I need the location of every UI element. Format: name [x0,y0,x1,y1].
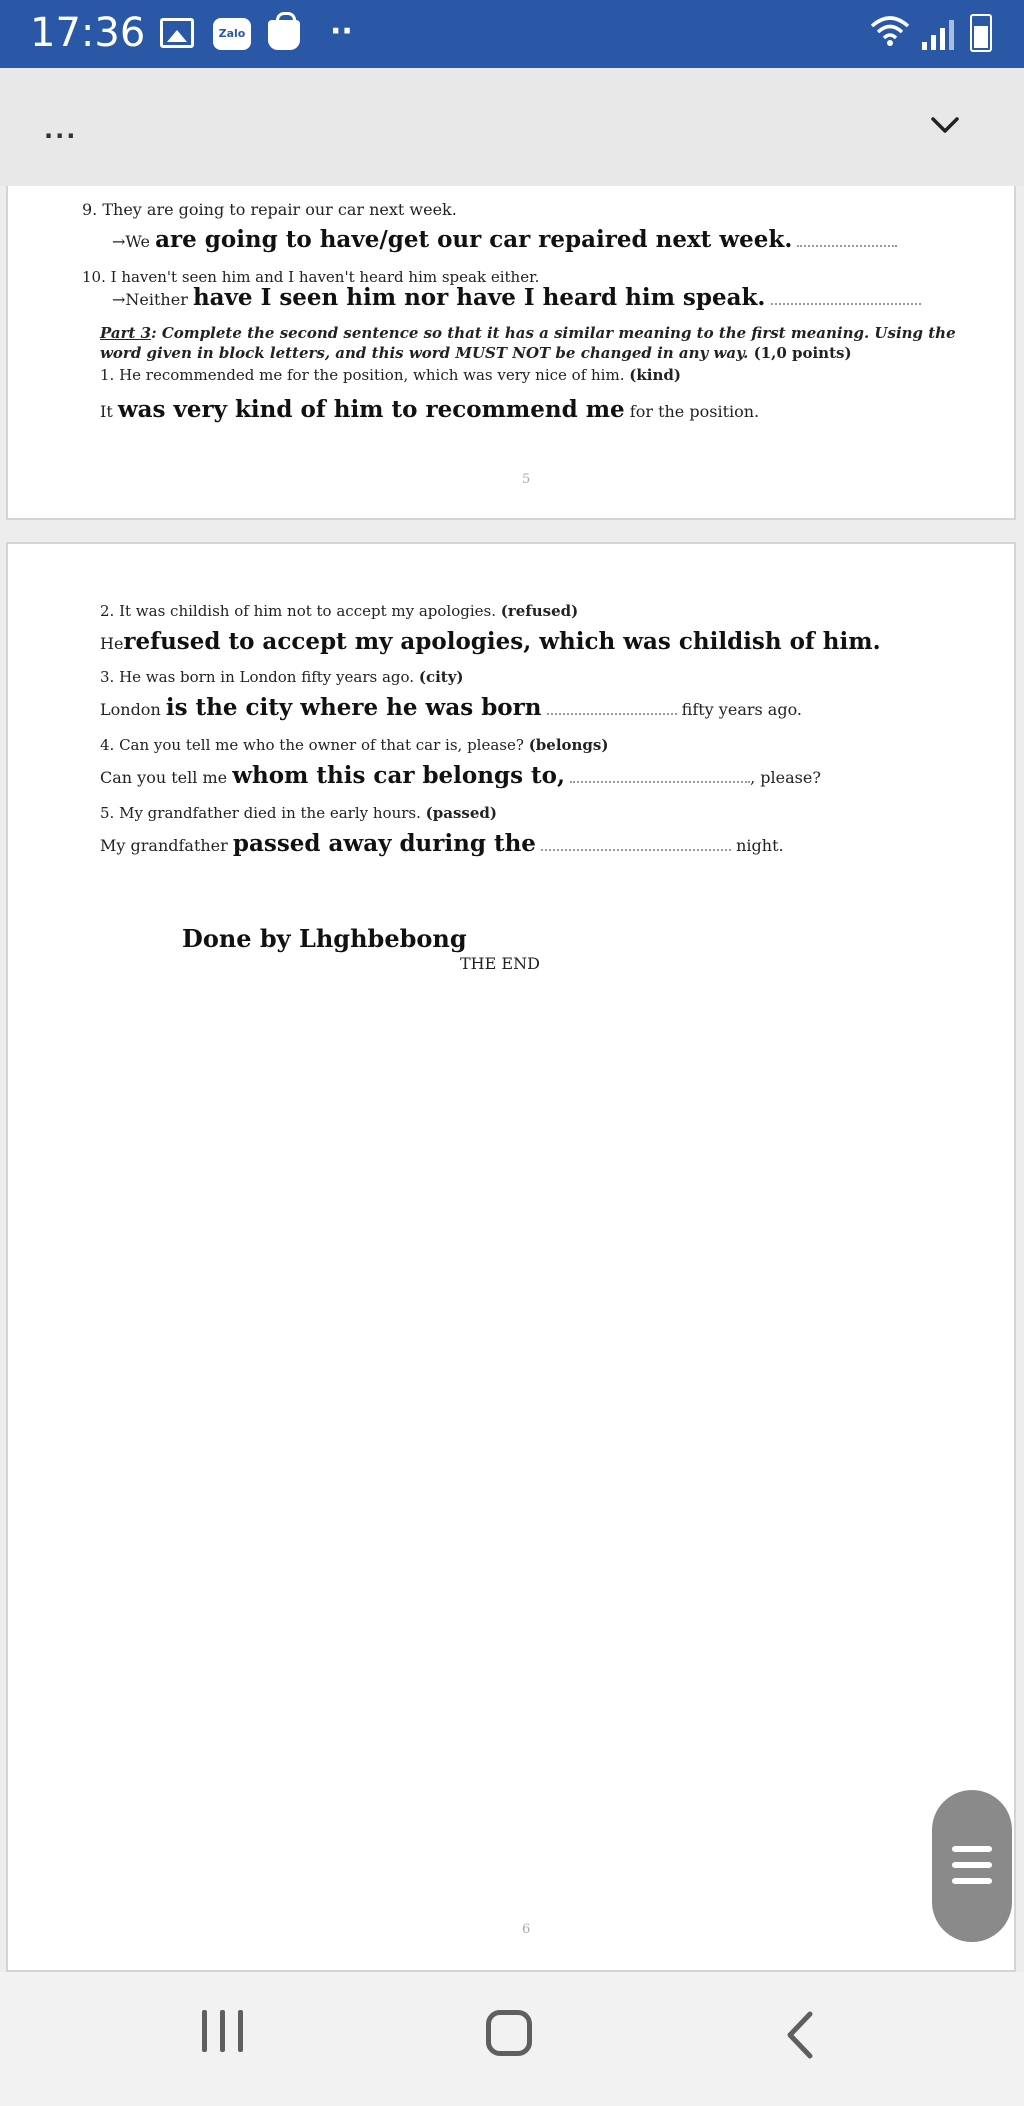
answer-9-line [112,226,897,253]
answer-5-suffix: night. [736,836,784,855]
question-1-word: (kind) [629,366,681,384]
part3-instructions-line-1 [100,324,956,342]
answer-5-line [100,830,784,857]
question-1 [100,366,681,384]
answer-4-suffix: , please? [750,768,821,787]
question-10: 10. I haven't seen him and I haven't heard him speak either. [82,268,540,286]
answer-9-prefix: →We [112,232,151,251]
answer-3-prefix: London [100,700,161,719]
answer-5-text: passed away during the [232,830,536,857]
recents-icon [220,2010,225,2052]
answer-4-line [100,762,821,789]
answer-2-line [100,628,881,655]
question-5-text: 5. My grandfather died in the early hours. [100,804,421,822]
question-1-text: 1. He recommended me for the position, which was very nice of him. [100,366,625,384]
home-button[interactable] [486,2010,532,2056]
battery-icon [970,14,992,52]
answer-1-prefix: It [100,402,113,421]
question-2-word: (refused) [500,602,579,620]
status-bar [0,0,1024,68]
part3-instructions-1: : Complete the second sentence so that it has a similar meaning to the first meaning. Using the [151,324,956,342]
answer-9-text: are going to have/get our car repaired next week. [155,226,793,253]
gallery-icon [160,18,194,48]
answer-4-prefix: Can you tell me [100,768,228,787]
answer-1-line [100,396,759,423]
question-9: 9. They are going to repair our car next week. [82,200,457,219]
answer-9-dots [797,231,897,247]
answer-10-line [112,284,921,311]
question-3-word: (city) [418,668,464,686]
question-3 [100,668,464,686]
page-number: 5 [522,472,531,487]
answer-2-prefix: He [100,634,124,653]
document-toolbar [0,68,1024,186]
fast-scroll-handle[interactable] [932,1790,1012,1942]
question-4-text: 4. Can you tell me who the owner of that car is, please? [100,736,524,754]
part3-title: Part 3 [100,324,152,342]
recents-icon [202,2010,207,2052]
scroll-handle-grip [952,1862,992,1868]
signal-icon [920,18,960,50]
answer-10-text: have I seen him nor have I heard him speak. [192,284,766,311]
chevron-down-icon[interactable] [930,110,960,140]
status-time: 17:36 [30,10,146,56]
part3-points: (1,0 points) [753,344,852,362]
part3-instructions-line-2 [100,344,852,362]
question-4-word: (belongs) [528,736,609,754]
answer-3-suffix: fifty years ago. [681,700,803,719]
question-3-text: 3. He was born in London fifty years ago. [100,668,415,686]
zalo-icon: Zalo [213,18,251,50]
answer-2-text: refused to accept my apologies, which was childish of him. [123,628,881,655]
answer-3-line [100,694,802,721]
question-5-word: (passed) [425,804,497,822]
back-icon[interactable] [780,2010,820,2060]
question-2 [100,602,578,620]
recent-apps-button[interactable] [200,2010,246,2052]
page-number: 6 [522,1922,531,1937]
document-page-6 [6,542,1016,1972]
the-end-text: THE END [460,954,540,973]
question-5 [100,804,497,822]
question-2-text: 2. It was childish of him not to accept my apologies. [100,602,496,620]
answer-10-prefix: →Neither [112,290,188,309]
answer-1-text: was very kind of him to recommend me [117,396,625,423]
answer-4-text: whom this car belongs to, [232,762,565,789]
question-4 [100,736,608,754]
answer-5-prefix: My grandfather [100,836,228,855]
more-options-button[interactable]: ··· [44,122,78,150]
answer-5-dots [541,835,731,851]
answer-3-dots [547,699,677,715]
answer-1-suffix: for the position. [629,402,760,421]
done-by-text: Done by Lhghbebong [182,924,467,953]
recents-icon [238,2010,243,2052]
document-page-5 [6,186,1016,520]
shopping-bag-icon [268,20,300,50]
part3-instructions-2: word given in block letters, and this word MUST NOT be changed in any way. [100,344,749,362]
answer-4-dots [570,767,750,783]
wifi-icon [870,14,910,48]
more-notifications-icon: ·· [330,14,353,49]
answer-10-dots [771,289,921,305]
scroll-handle-grip [952,1846,992,1852]
scroll-handle-grip [952,1878,992,1884]
answer-3-text: is the city where he was born [165,694,542,721]
